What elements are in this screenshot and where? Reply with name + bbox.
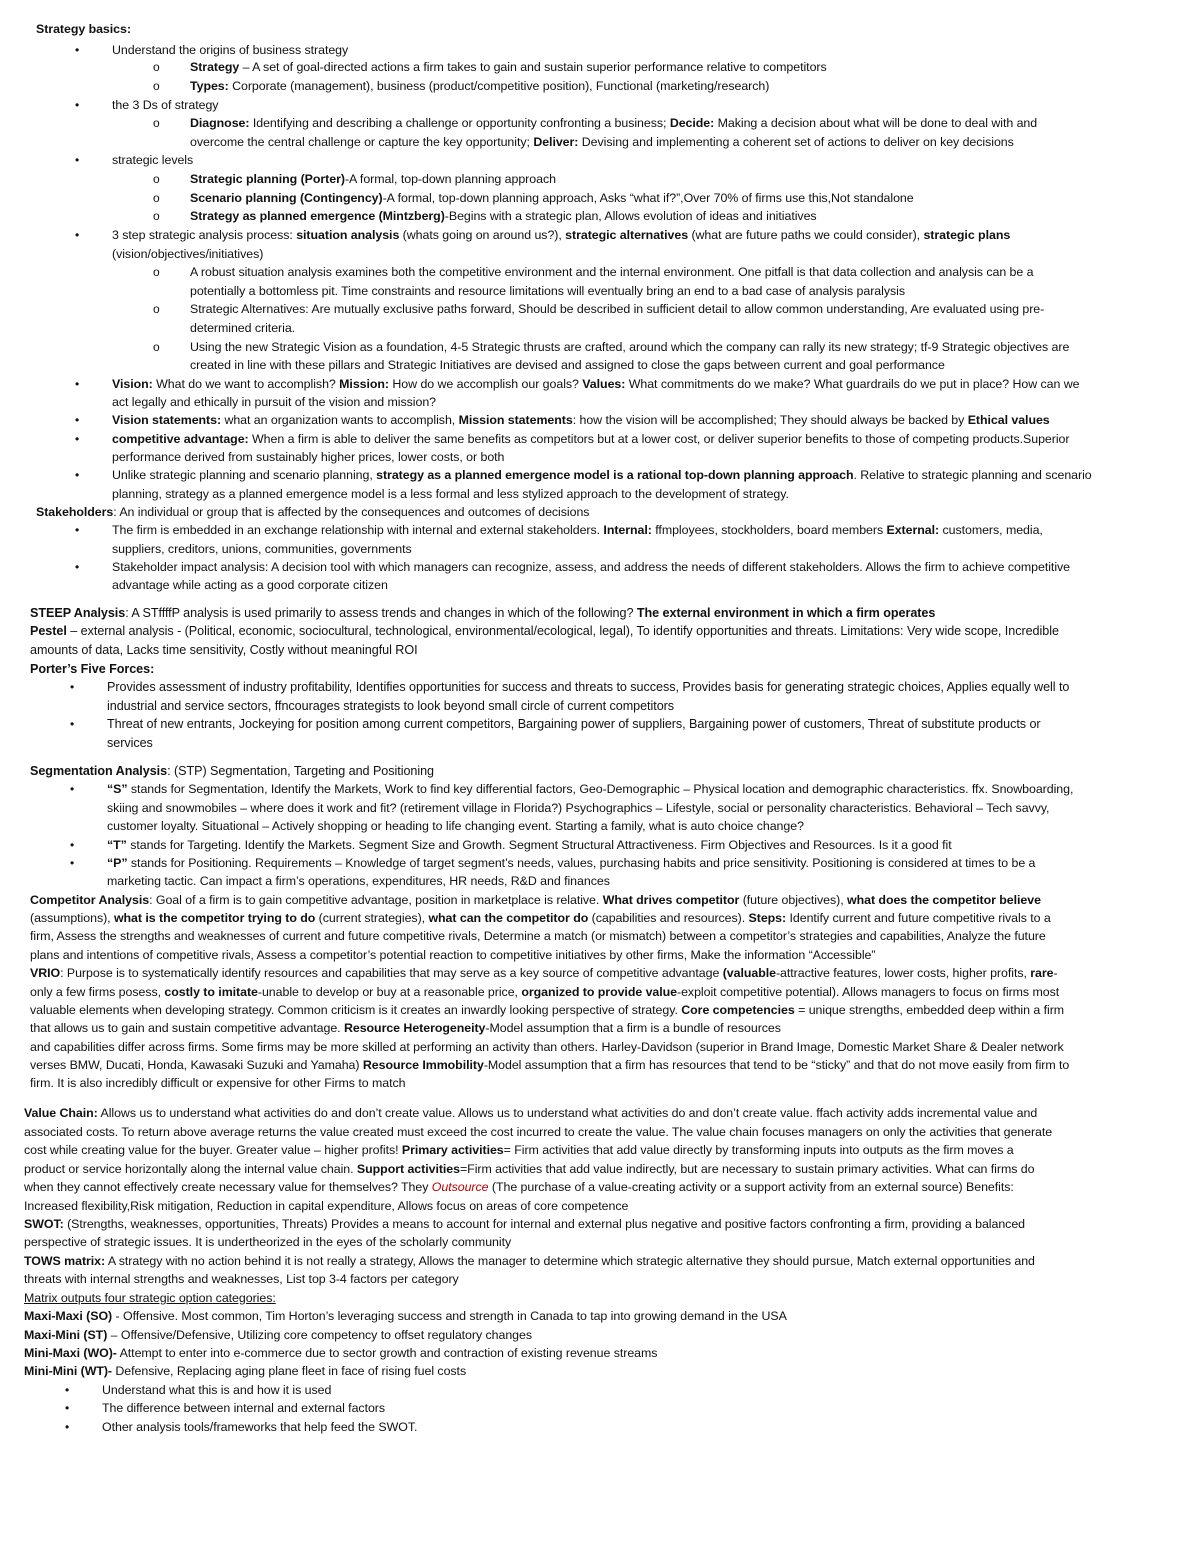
bold-term: Steps: <box>748 911 787 925</box>
text-segment: (current strategies), <box>315 911 429 925</box>
text-segment: (vision/objectives/initiatives) <box>112 247 264 261</box>
bullet-circle-icon: o <box>153 79 160 93</box>
text-segment: (what are future paths we could consider), <box>688 228 924 242</box>
text-segment: -Model assumption that a firm has resources that tend to be “sticky” and that do not move easily from firm to <box>483 1058 1070 1072</box>
text-line <box>112 558 1070 576</box>
bold-term: Maxi-Mini (ST) <box>24 1328 108 1342</box>
text-segment: customer loyalty. Situational – Actively shopping or heading to life changing event. Starting a family, what is auto choice change? <box>107 819 804 833</box>
text-segment: -Model assumption that a firm is a bundle of resources <box>485 1021 781 1035</box>
text-segment: associated costs. To return above average returns the value created must exceed the cost incurred to create the value. The value chain focuses managers on only the activities that generate <box>24 1125 1053 1139</box>
text-segment: Identify current and future competitive rivals to a <box>786 911 1051 925</box>
bullet-disc-icon: • <box>75 432 80 446</box>
text-segment: stands for Segmentation, Identify the Markets, Work to find key differential factors, Geo-Demographic – Physical location and demographic characteristics. ffx. Snowboarding, <box>127 782 1074 796</box>
text-segment: Provides assessment of industry profitability, Identifies opportunities for success and threats to success, Provides basis for generating strategic choices, Applies equally well to <box>107 680 1070 694</box>
text-line <box>190 170 556 188</box>
bold-term: Strategy <box>190 60 240 74</box>
text-line <box>107 817 804 835</box>
text-line <box>190 77 769 95</box>
bold-term: (valuable <box>722 966 776 980</box>
text-segment: stands for Targeting. Identify the Markets. Segment Size and Growth. Segment Structural Attractiveness. Firm Objectives and Resources. Is it a good fit <box>126 838 952 852</box>
text-line <box>107 799 1049 817</box>
bold-term: strategy as a planned emergence model is a rational top-down planning approach <box>376 468 854 482</box>
text-segment: (capabilities and resources). <box>588 911 749 925</box>
text-line <box>190 263 1033 281</box>
text-line <box>112 430 1069 448</box>
text-segment: suppliers, creditors, unions, communities, governments <box>112 542 412 556</box>
text-line <box>24 1326 532 1344</box>
bullet-disc-icon: • <box>75 43 80 57</box>
text-segment: Making a decision about what will be done to deal with and <box>714 116 1038 130</box>
text-line <box>24 1141 1014 1159</box>
text-segment: : Purpose is to systematically identify resources and capabilities that may serve as a key source of competitive advantage <box>60 966 723 980</box>
text-line <box>30 1074 405 1092</box>
text-segment: What commitments do we make? What guardrails do we put in place? How can we <box>625 377 1080 391</box>
text-segment: what an organization wants to accomplish, <box>221 413 459 427</box>
bold-term: Deliver: <box>533 135 579 149</box>
bullet-circle-icon: o <box>153 209 160 223</box>
text-segment: the 3 Ds of strategy <box>112 98 219 112</box>
bold-term: Internal: <box>603 523 652 537</box>
bold-term: Competitor Analysis <box>30 893 150 907</box>
bullet-disc-icon: • <box>70 856 75 870</box>
text-segment: = unique strengths, embedded deep within a firm <box>794 1003 1065 1017</box>
text-line <box>190 319 295 337</box>
bold-term: “T” <box>107 838 127 852</box>
text-line <box>30 622 1059 640</box>
text-line <box>24 1344 657 1362</box>
text-line <box>112 576 388 594</box>
bold-term: organized to provide value <box>521 985 678 999</box>
text-segment: marketing tactic. Can impact a firm’s operations, expenditures, HR needs, R&D and finances <box>107 874 610 888</box>
bullet-disc-icon: • <box>75 228 80 242</box>
text-segment: Outsource <box>431 1180 489 1194</box>
bold-term: strategic plans <box>923 228 1011 242</box>
text-segment: when they cannot effectively create necessary value for themselves? They <box>24 1180 432 1194</box>
bullet-circle-icon: o <box>153 191 160 205</box>
text-segment: performance derived from sustainably higher prices, lower costs, or both <box>112 450 505 464</box>
bullet-disc-icon: • <box>75 98 80 112</box>
text-segment: Using the new Strategic Vision as a foundation, 4-5 Strategic thrusts are crafted, around which the company can rally its new strategy; tf-9 Strategic objectives are <box>190 340 1070 354</box>
bold-term: Support activities <box>356 1162 460 1176</box>
text-segment: Allows us to understand what activities do and don’t create value. Allows us to understand what activities do and don’t create value. ffach activity adds incremental value and <box>97 1106 1038 1120</box>
text-segment: Unlike strategic planning and scenario planning, <box>112 468 377 482</box>
text-line <box>24 1160 1034 1178</box>
text-segment: Strategic Alternatives: Are mutually exclusive paths forward, Should be described in sufficient detail to allow common understanding, Are evaluated using pre- <box>190 302 1045 316</box>
bullet-disc-icon: • <box>75 377 80 391</box>
text-line <box>24 1215 1025 1233</box>
text-line <box>190 338 1069 356</box>
text-line <box>24 1233 511 1251</box>
text-segment: that allows us to gain and sustain competitive advantage. <box>30 1021 344 1035</box>
bold-term: Core competencies <box>681 1003 795 1017</box>
text-segment: : how the vision will be accomplished; They should always be backed by <box>572 413 968 427</box>
text-segment: stands for Positioning. Requirements – Knowledge of target segment’s needs, values, purchasing habits and price sensitivity. Positioning is considered at times to be a <box>127 856 1036 870</box>
bold-term: “S” <box>107 782 128 796</box>
text-line <box>24 1362 466 1380</box>
text-line <box>30 1001 1064 1019</box>
text-segment: firm. It is also incredibly difficult or expensive for other Firms to match <box>30 1076 406 1090</box>
text-segment: firm, Assess the strengths and weaknesses of current and future competitive rivals, Determine a match (or mismatch) between a competitor’s strategies and capabilities, Analyze the future <box>30 929 1046 943</box>
text-line <box>24 1104 1037 1122</box>
bullet-disc-icon: • <box>70 680 75 694</box>
text-segment: cost while creating value for the buyer. Greater value – higher profits! <box>24 1143 402 1157</box>
bold-term: Maxi-Maxi (SO) <box>24 1309 113 1323</box>
bullet-disc-icon: • <box>75 153 80 167</box>
bullet-circle-icon: o <box>153 60 160 74</box>
bold-term: what is the competitor trying to do <box>113 911 316 925</box>
text-line <box>24 1270 459 1288</box>
text-segment: = Firm activities that add value directly by transforming inputs into outputs as the firm moves a <box>503 1143 1014 1157</box>
text-segment: Understand the origins of business strategy <box>112 43 349 57</box>
text-segment: Defensive, Replacing aging plane fleet in face of rising fuel costs <box>112 1364 467 1378</box>
bold-term: STEEP Analysis <box>30 606 126 620</box>
text-line <box>190 58 827 76</box>
bullet-disc-icon: • <box>70 782 75 796</box>
text-segment: -attractive features, lower costs, higher profits, <box>775 966 1031 980</box>
text-line <box>107 697 674 715</box>
text-segment: 3 step strategic analysis process: <box>112 228 297 242</box>
bold-term: Stakeholders <box>36 505 114 519</box>
text-segment: skiing and snowmobiles – where does it work and fit? (retirement village in Florida?) Psychographics – Lifestyle, social or personality characteristics. Behavioral – Tech savvy, <box>107 801 1050 815</box>
text-segment: Stakeholder impact analysis: A decision tool with which managers can recognize, assess, and address the needs of different stakeholders. Allows the firm to achieve competitive <box>112 560 1071 574</box>
text-segment: Understand what this is and how it is used <box>102 1383 332 1397</box>
bold-term: Scenario planning (Contingency) <box>190 191 383 205</box>
text-line <box>30 604 935 622</box>
text-line <box>30 946 875 964</box>
text-segment: Matrix outputs four strategic option categories: <box>24 1291 276 1305</box>
text-segment: Attempt to enter into e-commerce due to sector growth and contraction of existing revenue streams <box>116 1346 658 1360</box>
bold-term: TOWS matrix: <box>24 1254 106 1268</box>
text-line <box>30 964 1058 982</box>
text-segment: ffmployees, stockholders, board members <box>651 523 887 537</box>
bullet-circle-icon: o <box>153 265 160 279</box>
text-line <box>30 983 1059 1001</box>
text-segment: -exploit competitive potential). Allows managers to focus on firms most <box>677 985 1060 999</box>
bold-term: Mission: <box>339 377 390 391</box>
text-segment: -A formal, top-down planning approach <box>344 172 556 186</box>
bold-term: situation analysis <box>296 228 400 242</box>
text-line <box>190 133 1014 151</box>
text-line <box>24 1307 787 1325</box>
bold-term: Pestel <box>30 624 67 638</box>
text-line <box>112 151 193 169</box>
text-segment: A strategy with no action behind it is not really a strategy, Allows the manager to determine which strategic alternative they should pursue, Match external opportunities and <box>105 1254 1035 1268</box>
text-segment: : (STP) Segmentation, Targeting and Positioning <box>167 764 435 778</box>
bullet-disc-icon: • <box>75 413 80 427</box>
text-segment: valuable elements when developing strategy. Common criticism is it creates an inwardly looking perspective of strategy. <box>30 1003 682 1017</box>
bullet-disc-icon: • <box>75 560 80 574</box>
text-segment: The difference between internal and external factors <box>102 1401 386 1415</box>
text-line <box>107 872 610 890</box>
bullet-disc-icon: • <box>70 717 75 731</box>
text-line <box>112 448 504 466</box>
text-segment: -unable to develop or buy at a reasonable price, <box>257 985 522 999</box>
text-segment: – A set of goal-directed actions a firm takes to gain and sustain superior performance relative to competitors <box>239 60 827 74</box>
text-line <box>36 503 589 521</box>
bold-term: External: <box>886 523 940 537</box>
bullet-disc-icon: • <box>65 1420 70 1434</box>
bold-term: Ethical values <box>967 413 1050 427</box>
text-line <box>107 836 952 854</box>
text-line <box>112 540 412 558</box>
text-line <box>30 927 1046 945</box>
bullet-disc-icon: • <box>65 1383 70 1397</box>
bold-term: competitive advantage: <box>112 432 249 446</box>
text-line <box>112 466 1092 484</box>
text-line <box>190 356 945 374</box>
text-line <box>30 909 1051 927</box>
text-segment: - Offensive. Most common, Tim Horton’s leveraging success and strength in Canada to tap into growing demand in the USA <box>112 1309 787 1323</box>
text-line <box>30 1019 781 1037</box>
text-segment: perspective of strategic issues. It is undertheorized in the eyes of the scholarly community <box>24 1235 512 1249</box>
text-segment: (assumptions), <box>30 911 114 925</box>
text-line <box>30 660 154 678</box>
bold-term: SWOT: <box>24 1217 64 1231</box>
bold-term: VRIO <box>30 966 61 980</box>
text-line <box>112 521 1043 539</box>
bold-term: Porter’s Five Forces: <box>30 662 155 676</box>
text-segment: only a few firms posess, <box>30 985 165 999</box>
text-line <box>190 207 817 225</box>
text-segment: Threat of new entrants, Jockeying for position among current competitors, Bargaining power of suppliers, Bargaining power of customers, Threat of substitute products or <box>107 717 1041 731</box>
text-segment: What do we want to accomplish? <box>152 377 340 391</box>
text-segment: – external analysis - (Political, economic, sociocultural, technological, environmental/ecological, legal), To identify opportunities and threats. Limitations: Very wide scope, Incredible <box>66 624 1059 638</box>
text-line <box>24 1289 276 1307</box>
text-line <box>112 96 218 114</box>
bullet-circle-icon: o <box>153 340 160 354</box>
bold-term: strategic alternatives <box>565 228 689 242</box>
text-line <box>24 1123 1052 1141</box>
text-line <box>30 641 418 659</box>
bold-term: Primary activities <box>401 1143 504 1157</box>
bullet-disc-icon: • <box>75 468 80 482</box>
text-line <box>107 734 153 752</box>
bold-term: The external environment in which a firm operates <box>636 606 936 620</box>
text-segment: industrial and service sectors, ffncourages strategists to look beyond small circle of current competitors <box>107 699 675 713</box>
text-line <box>107 715 1041 733</box>
bold-term: Resource Heterogeneity <box>343 1021 486 1035</box>
text-segment: Other analysis tools/frameworks that help feed the SWOT. <box>102 1420 418 1434</box>
text-segment: customers, media, <box>939 523 1043 537</box>
text-segment: act legally and ethically in pursuit of the vision and mission? <box>112 395 437 409</box>
bullet-circle-icon: o <box>153 302 160 316</box>
text-segment: A robust situation analysis examines both the competitive environment and the internal environment. One pitfall is that data collection and analysis can be a <box>190 265 1034 279</box>
text-line <box>30 762 434 780</box>
text-segment: The firm is embedded in an exchange relationship with internal and external stakeholders. <box>112 523 604 537</box>
text-segment: =Firm activities that add value indirectly, but are necessary to sustain primary activities. What can firms do <box>460 1162 1035 1176</box>
text-line <box>112 226 1010 244</box>
text-line <box>36 20 131 38</box>
text-segment: created in line with these pillars and Strategic Initiatives are devised and assigned to close the gaps between current and goal performance <box>190 358 945 372</box>
text-line <box>30 891 1041 909</box>
text-segment: (whats going on around us?), <box>399 228 566 242</box>
text-segment: amounts of data, Lacks time sensitivity, Costly without meaningful ROI <box>30 643 418 657</box>
text-line <box>112 245 263 263</box>
text-segment: and capabilities differ across firms. Some firms may be more skilled at performing an activity than others. Harley-Davidson (superior in Brand Image, Domestic Market Share & Dealer network <box>30 1040 1064 1054</box>
bold-term: what does the competitor believe <box>847 893 1041 907</box>
text-line <box>102 1399 385 1417</box>
text-segment: Increased flexibility,Risk mitigation, Reduction in capital expenditure, Allows focus on areas of core competence <box>24 1199 629 1213</box>
text-line <box>30 1038 1064 1056</box>
text-segment: overcome the central challenge or capture the key opportunity; <box>190 135 534 149</box>
bold-term: Resource Immobility <box>362 1058 484 1072</box>
bold-term: Mini-Mini (WT)- <box>24 1364 113 1378</box>
bold-term: costly to imitate <box>164 985 258 999</box>
text-segment: threats with internal strengths and weaknesses, List top 3-4 factors per category <box>24 1272 459 1286</box>
bullet-disc-icon: • <box>65 1401 70 1415</box>
text-segment: Devising and implementing a coherent set of actions to deliver on key decisions <box>578 135 1014 149</box>
text-segment: product or service horizontally along the internal value chain. <box>24 1162 357 1176</box>
text-line <box>112 375 1080 393</box>
text-segment: services <box>107 736 153 750</box>
bold-term: rare <box>1030 966 1054 980</box>
text-segment: (Strengths, weaknesses, opportunities, Threats) Provides a means to account for internal and external plus negative and positive factors confronting a firm, providing a balanced <box>63 1217 1025 1231</box>
bold-term: Value Chain: <box>24 1106 98 1120</box>
text-line <box>112 41 348 59</box>
text-line <box>102 1381 331 1399</box>
text-line <box>107 678 1069 696</box>
bold-term: Mission statements <box>458 413 573 427</box>
text-segment: Corporate (management), business (product/competitive position), Functional (marketing/research) <box>228 79 770 93</box>
bold-term: Diagnose: <box>190 116 250 130</box>
text-segment: (future objectives), <box>739 893 848 907</box>
bold-term: Strategy as planned emergence (Mintzberg) <box>190 209 445 223</box>
text-segment: When a firm is able to deliver the same benefits as competitors but at a lower cost, or deliver superior benefits to those of competing products.Superior <box>248 432 1070 446</box>
text-line <box>107 780 1073 798</box>
text-segment: planning, strategy as a planned emergence model is a less formal and less stylized approach to the development of strategy. <box>112 487 789 501</box>
bold-term: Vision statements: <box>112 413 222 427</box>
text-line <box>30 1056 1069 1074</box>
bold-term: Types: <box>190 79 229 93</box>
text-segment: : An individual or group that is affected by the consequences and outcomes of decisions <box>113 505 590 519</box>
text-segment: - <box>1053 966 1058 980</box>
text-segment: : A STffffP analysis is used primarily to assess trends and changes in which of the following? <box>125 606 637 620</box>
text-segment: verses BMW, Ducati, Honda, Kawasaki Suzuki and Yamaha) <box>30 1058 363 1072</box>
bold-term: Strategic planning (Porter) <box>190 172 345 186</box>
text-line <box>190 189 914 207</box>
text-segment: (The purchase of a value-creating activity or a support activity from an external source) Benefits: <box>488 1180 1014 1194</box>
text-line <box>190 114 1037 132</box>
text-segment: How do we accomplish our goals? <box>389 377 583 391</box>
text-line <box>112 393 436 411</box>
text-segment: -Begins with a strategic plan, Allows evolution of ideas and initiatives <box>444 209 817 223</box>
text-line <box>190 282 905 300</box>
text-line <box>112 485 789 503</box>
text-segment: -A formal, top-down planning approach, Asks “what if?”,Over 70% of firms use this,Not standalone <box>382 191 914 205</box>
bullet-circle-icon: o <box>153 172 160 186</box>
text-segment: Identifying and describing a challenge or opportunity confronting a business; <box>249 116 670 130</box>
text-line <box>107 854 1035 872</box>
text-segment: advantage while acting as a good corporate citizen <box>112 578 388 592</box>
text-segment: : Goal of a firm is to gain competitive advantage, position in marketplace is relative. <box>149 893 603 907</box>
text-line <box>24 1178 1014 1196</box>
bold-term: Mini-Maxi (WO)- <box>24 1346 117 1360</box>
bullet-disc-icon: • <box>70 838 75 852</box>
bullet-disc-icon: • <box>75 523 80 537</box>
bold-term: Decide: <box>669 116 715 130</box>
bold-term: “P” <box>107 856 128 870</box>
bold-term: Strategy basics: <box>36 22 131 36</box>
text-line <box>102 1418 417 1436</box>
bold-term: Values: <box>582 377 626 391</box>
bold-term: what can the competitor do <box>428 911 589 925</box>
text-segment: determined criteria. <box>190 321 296 335</box>
text-line <box>190 300 1044 318</box>
text-segment: – Offensive/Defensive, Utilizing core competency to offset regulatory changes <box>107 1328 533 1342</box>
text-segment: . Relative to strategic planning and scenario <box>853 468 1092 482</box>
text-line <box>24 1197 628 1215</box>
bullet-circle-icon: o <box>153 116 160 130</box>
text-line <box>112 411 1050 429</box>
text-segment: strategic levels <box>112 153 194 167</box>
bold-term: Segmentation Analysis <box>30 764 168 778</box>
text-segment: plans and intentions of competitive rivals, Assess a competitor’s potential reaction to competitive initiatives by other firms, Make the information “Accessible” <box>30 948 876 962</box>
text-line <box>24 1252 1035 1270</box>
text-segment: potentially a bottomless pit. Time constraints and resource limitations will eventually bring an end to a bad case of analysis paralysis <box>190 284 905 298</box>
bold-term: What drives competitor <box>602 893 740 907</box>
bold-term: Vision: <box>112 377 153 391</box>
